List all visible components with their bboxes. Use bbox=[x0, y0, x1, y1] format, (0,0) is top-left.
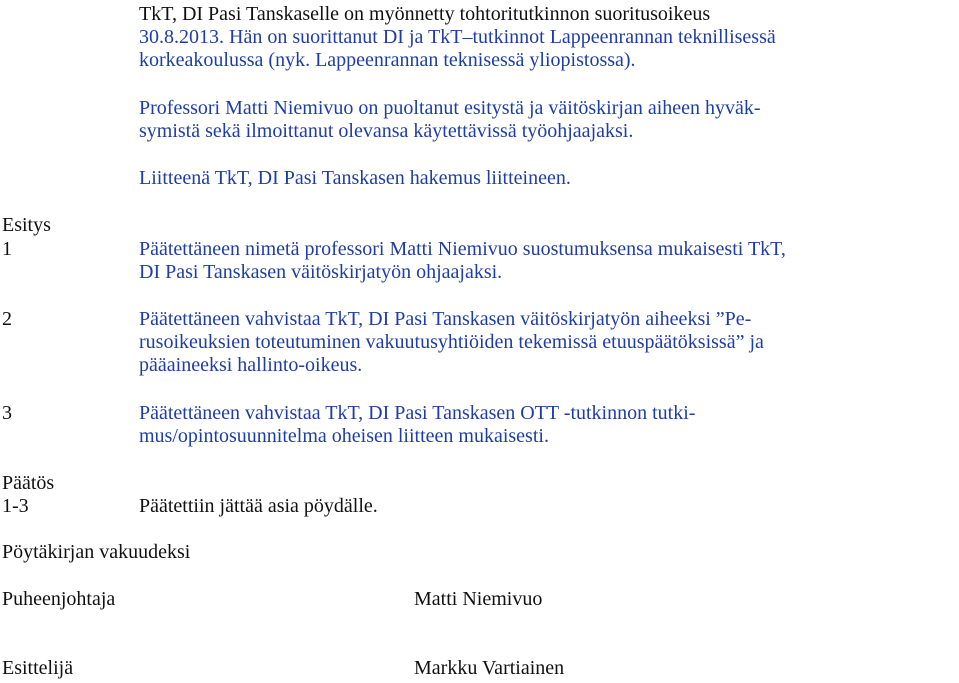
secretary-role: Esittelijä bbox=[2, 657, 74, 679]
intro-line-1: TkT, DI Pasi Tanskaselle on myönnetty tohtoritutkinnon suoritusoikeus bbox=[139, 3, 711, 25]
proposal-item-3-line-1: Päätettäneen vahvistaa TkT, DI Pasi Tanskasen OTT -tutkinnon tutki- bbox=[139, 402, 696, 424]
decision-text: Päätettiin jättää asia pöydälle. bbox=[139, 495, 378, 517]
minutes-title: Pöytäkirjan vakuudeksi bbox=[2, 541, 191, 563]
chair-role: Puheenjohtaja bbox=[2, 588, 116, 610]
intro-line-3: korkeakoulussa (nyk. Lappeenrannan teknisessä yliopistossa). bbox=[139, 49, 636, 71]
proposal-item-1-number: 1 bbox=[2, 238, 12, 260]
proposal-item-3-number: 3 bbox=[2, 402, 12, 424]
secretary-name: Markku Vartiainen bbox=[414, 657, 565, 679]
proposal-heading: Esitys bbox=[2, 214, 51, 236]
proposal-item-1-line-2: DI Pasi Tanskasen väitöskirjatyön ohjaajaksi. bbox=[139, 261, 503, 283]
proposal-item-2-line-2: rusoikeuksien toteutuminen vakuutusyhtiöiden tekemissä etuuspäätöksissä” ja bbox=[139, 331, 764, 353]
proposal-item-2-number: 2 bbox=[2, 308, 12, 330]
professor-line-1: Professori Matti Niemivuo on puoltanut esitystä ja väitöskirjan aiheen hyväk- bbox=[139, 97, 761, 119]
decision-range: 1-3 bbox=[2, 495, 29, 517]
professor-line-2: symistä sekä ilmoittanut olevansa käytettävissä työohjaajaksi. bbox=[139, 120, 634, 142]
proposal-item-2-line-3: pääaineeksi hallinto-oikeus. bbox=[139, 354, 363, 376]
chair-name: Matti Niemivuo bbox=[414, 588, 543, 610]
intro-line-2: 30.8.2013. Hän on suorittanut DI ja TkT–tutkinnot Lappeenrannan teknillisessä bbox=[139, 26, 776, 48]
decision-heading: Päätös bbox=[2, 472, 55, 494]
proposal-item-1-line-1: Päätettäneen nimetä professori Matti Niemivuo suostumuksensa mukaisesti TkT, bbox=[139, 238, 786, 260]
proposal-item-2-line-1: Päätettäneen vahvistaa TkT, DI Pasi Tanskasen väitöskirjatyön aiheeksi ”Pe- bbox=[139, 308, 752, 330]
proposal-item-3-line-2: mus/opintosuunnitelma oheisen liitteen mukaisesti. bbox=[139, 425, 549, 447]
attachment-note: Liitteenä TkT, DI Pasi Tanskasen hakemus liitteineen. bbox=[139, 167, 571, 189]
